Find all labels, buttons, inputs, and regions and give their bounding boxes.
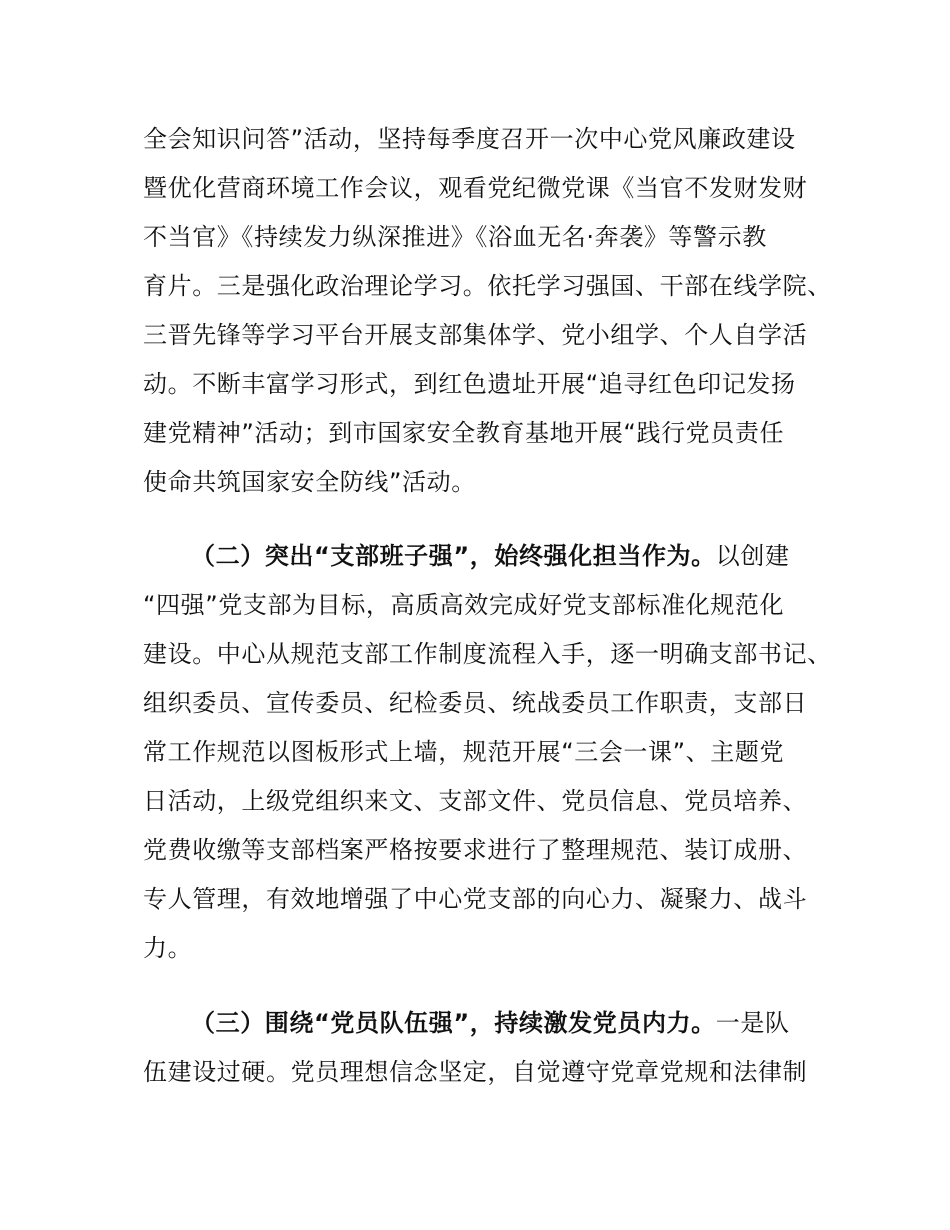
text-line: 日活动，上级党组织来文、支部文件、党员信息、党员培养、 bbox=[143, 787, 808, 815]
text-line: 动。不断丰富学习形式，到红色遗址开展“追寻红色印记发扬 bbox=[143, 370, 796, 398]
section-heading: （二）突出“支部班子强”，始终强化担当作为。 bbox=[191, 542, 716, 570]
text-line: 育片。三是强化政治理论学习。依托学习强国、干部在线学院、 bbox=[143, 272, 832, 300]
heading-line-rest: 以创建 bbox=[715, 542, 790, 570]
section-heading: （三）围绕“党员队伍强”，持续激发党员内力。 bbox=[191, 1009, 716, 1037]
section-heading-line bbox=[143, 999, 815, 1048]
text-line: 专人管理，有效地增强了中心党支部的向心力、凝聚力、战斗 bbox=[143, 885, 808, 913]
paragraph-1 bbox=[143, 115, 832, 507]
section-heading-line bbox=[143, 532, 815, 581]
text-line: 使命共筑国家安全防线”活动。 bbox=[143, 468, 476, 496]
paragraph-3 bbox=[143, 999, 815, 1097]
text-line: 三晋先锋等学习平台开展支部集体学、党小组学、个人自学活 bbox=[143, 321, 808, 349]
text-line: 暨优化营商环境工作会议，观看党纪微党课《当官不发财发财 bbox=[143, 174, 808, 202]
text-line: “四强”党支部为目标，高质高效完成好党支部标准化规范化 bbox=[143, 591, 785, 619]
paragraph-2 bbox=[143, 532, 832, 973]
text-line: 常工作规范以图板形式上墙，规范开展“三会一课”、主题党 bbox=[143, 738, 785, 766]
text-line: 全会知识问答”活动，坚持每季度召开一次中心党风廉政建设 bbox=[143, 125, 796, 153]
heading-line-rest: 一是队 bbox=[715, 1009, 790, 1037]
text-line: 建党精神”活动；到市国家安全教育基地开展“践行党员责任 bbox=[143, 419, 785, 447]
text-line: 党费收缴等支部档案严格按要求进行了整理规范、装订成册、 bbox=[143, 836, 808, 864]
text-line: 建设。中心从规范支部工作制度流程入手，逐一明确支部书记、 bbox=[143, 640, 832, 668]
text-line: 组织委员、宣传委员、纪检委员、统战委员工作职责，支部日 bbox=[143, 689, 808, 717]
text-line: 伍建设过硬。党员理想信念坚定，自觉遵守党章党规和法律制 bbox=[143, 1058, 808, 1086]
text-line: 力。 bbox=[143, 934, 193, 962]
text-line: 不当官》《持续发力纵深推进》《浴血无名·奔袭》等警示教 bbox=[143, 223, 767, 251]
